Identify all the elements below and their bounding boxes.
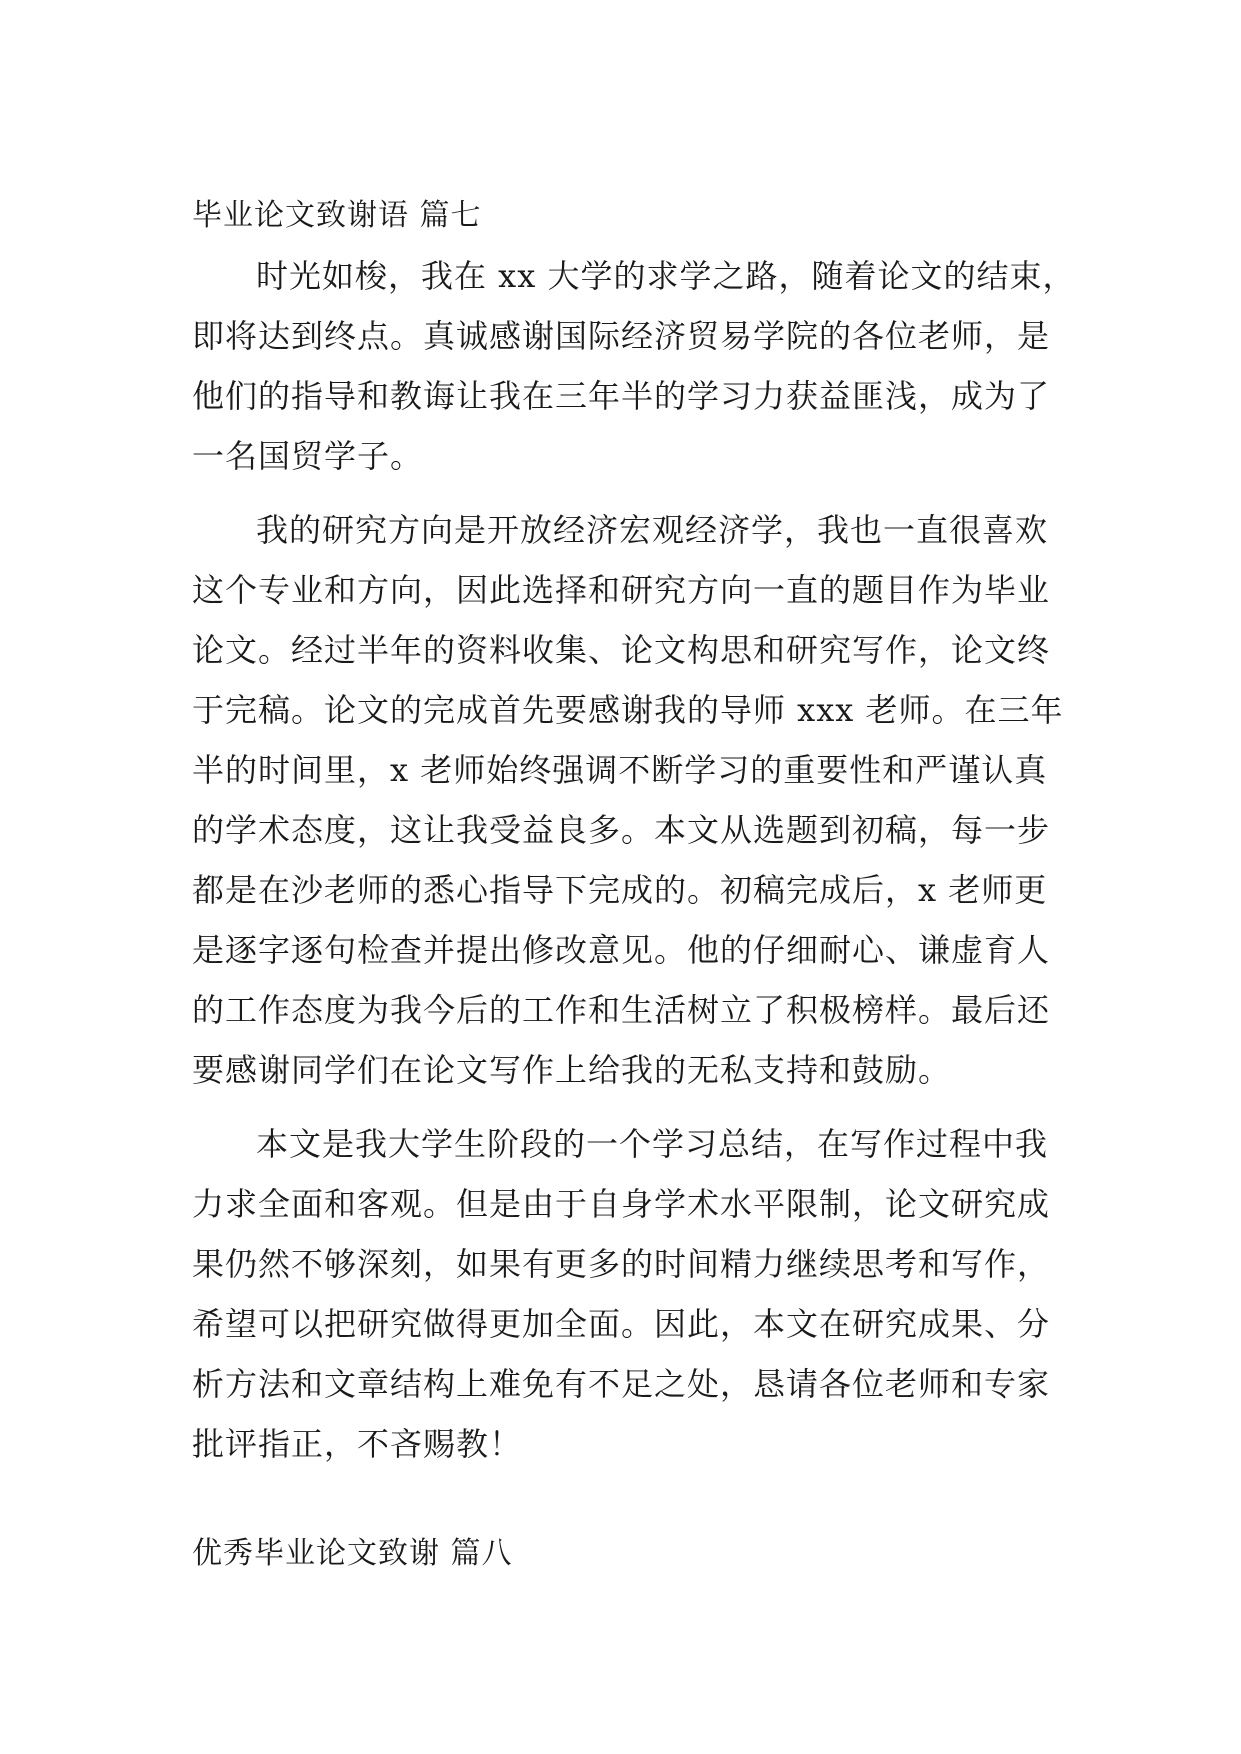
paragraph-line: 希望可以把研究做得更加全面。因此，本文在研究成果、分 — [192, 1305, 1051, 1343]
paragraph-line: 一名国贸学子。 — [192, 437, 424, 475]
paragraph-line: 这个专业和方向，因此选择和研究方向一直的题目作为毕业 — [192, 571, 1051, 609]
paragraph-line: 时光如梭，我在 xx 大学的求学之路，随着论文的结束， — [256, 257, 1076, 295]
paragraph-line: 是逐字逐句检查并提出修改意见。他的仔细耐心、谦虚育人 — [192, 931, 1051, 969]
paragraph-line: 要感谢同学们在论文写作上给我的无私支持和鼓励。 — [192, 1051, 952, 1089]
paragraph-line: 我的研究方向是开放经济宏观经济学，我也一直很喜欢 — [256, 511, 1049, 549]
paragraph-line: 力求全面和客观。但是由于自身学术水平限制，论文研究成 — [192, 1185, 1051, 1223]
paragraph-line: 他们的指导和教诲让我在三年半的学习力获益匪浅，成为了 — [192, 377, 1051, 415]
paragraph-line: 果仍然不够深刻，如果有更多的时间精力继续思考和写作， — [192, 1245, 1051, 1283]
paragraph-line: 本文是我大学生阶段的一个学习总结，在写作过程中我 — [256, 1125, 1049, 1163]
paragraph-line: 批评指正，不吝赐教！ — [192, 1425, 523, 1463]
paragraph-line: 论文。经过半年的资料收集、论文构思和研究写作，论文终 — [192, 631, 1051, 669]
paragraph-line: 都是在沙老师的悉心指导下完成的。初稿完成后，x 老师更 — [192, 871, 1048, 909]
paragraph-line: 的学术态度，这让我受益良多。本文从选题到初稿，每一步 — [192, 811, 1051, 849]
section-heading: 优秀毕业论文致谢 篇八 — [192, 1536, 513, 1571]
paragraph-line: 即将达到终点。真诚感谢国际经济贸易学院的各位老师，是 — [192, 317, 1051, 355]
paragraph-line: 于完稿。论文的完成首先要感谢我的导师 xxx 老师。在三年 — [192, 691, 1064, 729]
paragraph-line: 半的时间里，x 老师始终强调不断学习的重要性和严谨认真 — [192, 751, 1048, 789]
paragraph-line: 析方法和文章结构上难免有不足之处，恳请各位老师和专家 — [192, 1365, 1051, 1403]
section-heading: 毕业论文致谢语 篇七 — [192, 198, 482, 233]
paragraph-line: 的工作态度为我今后的工作和生活树立了积极榜样。最后还 — [192, 991, 1051, 1029]
